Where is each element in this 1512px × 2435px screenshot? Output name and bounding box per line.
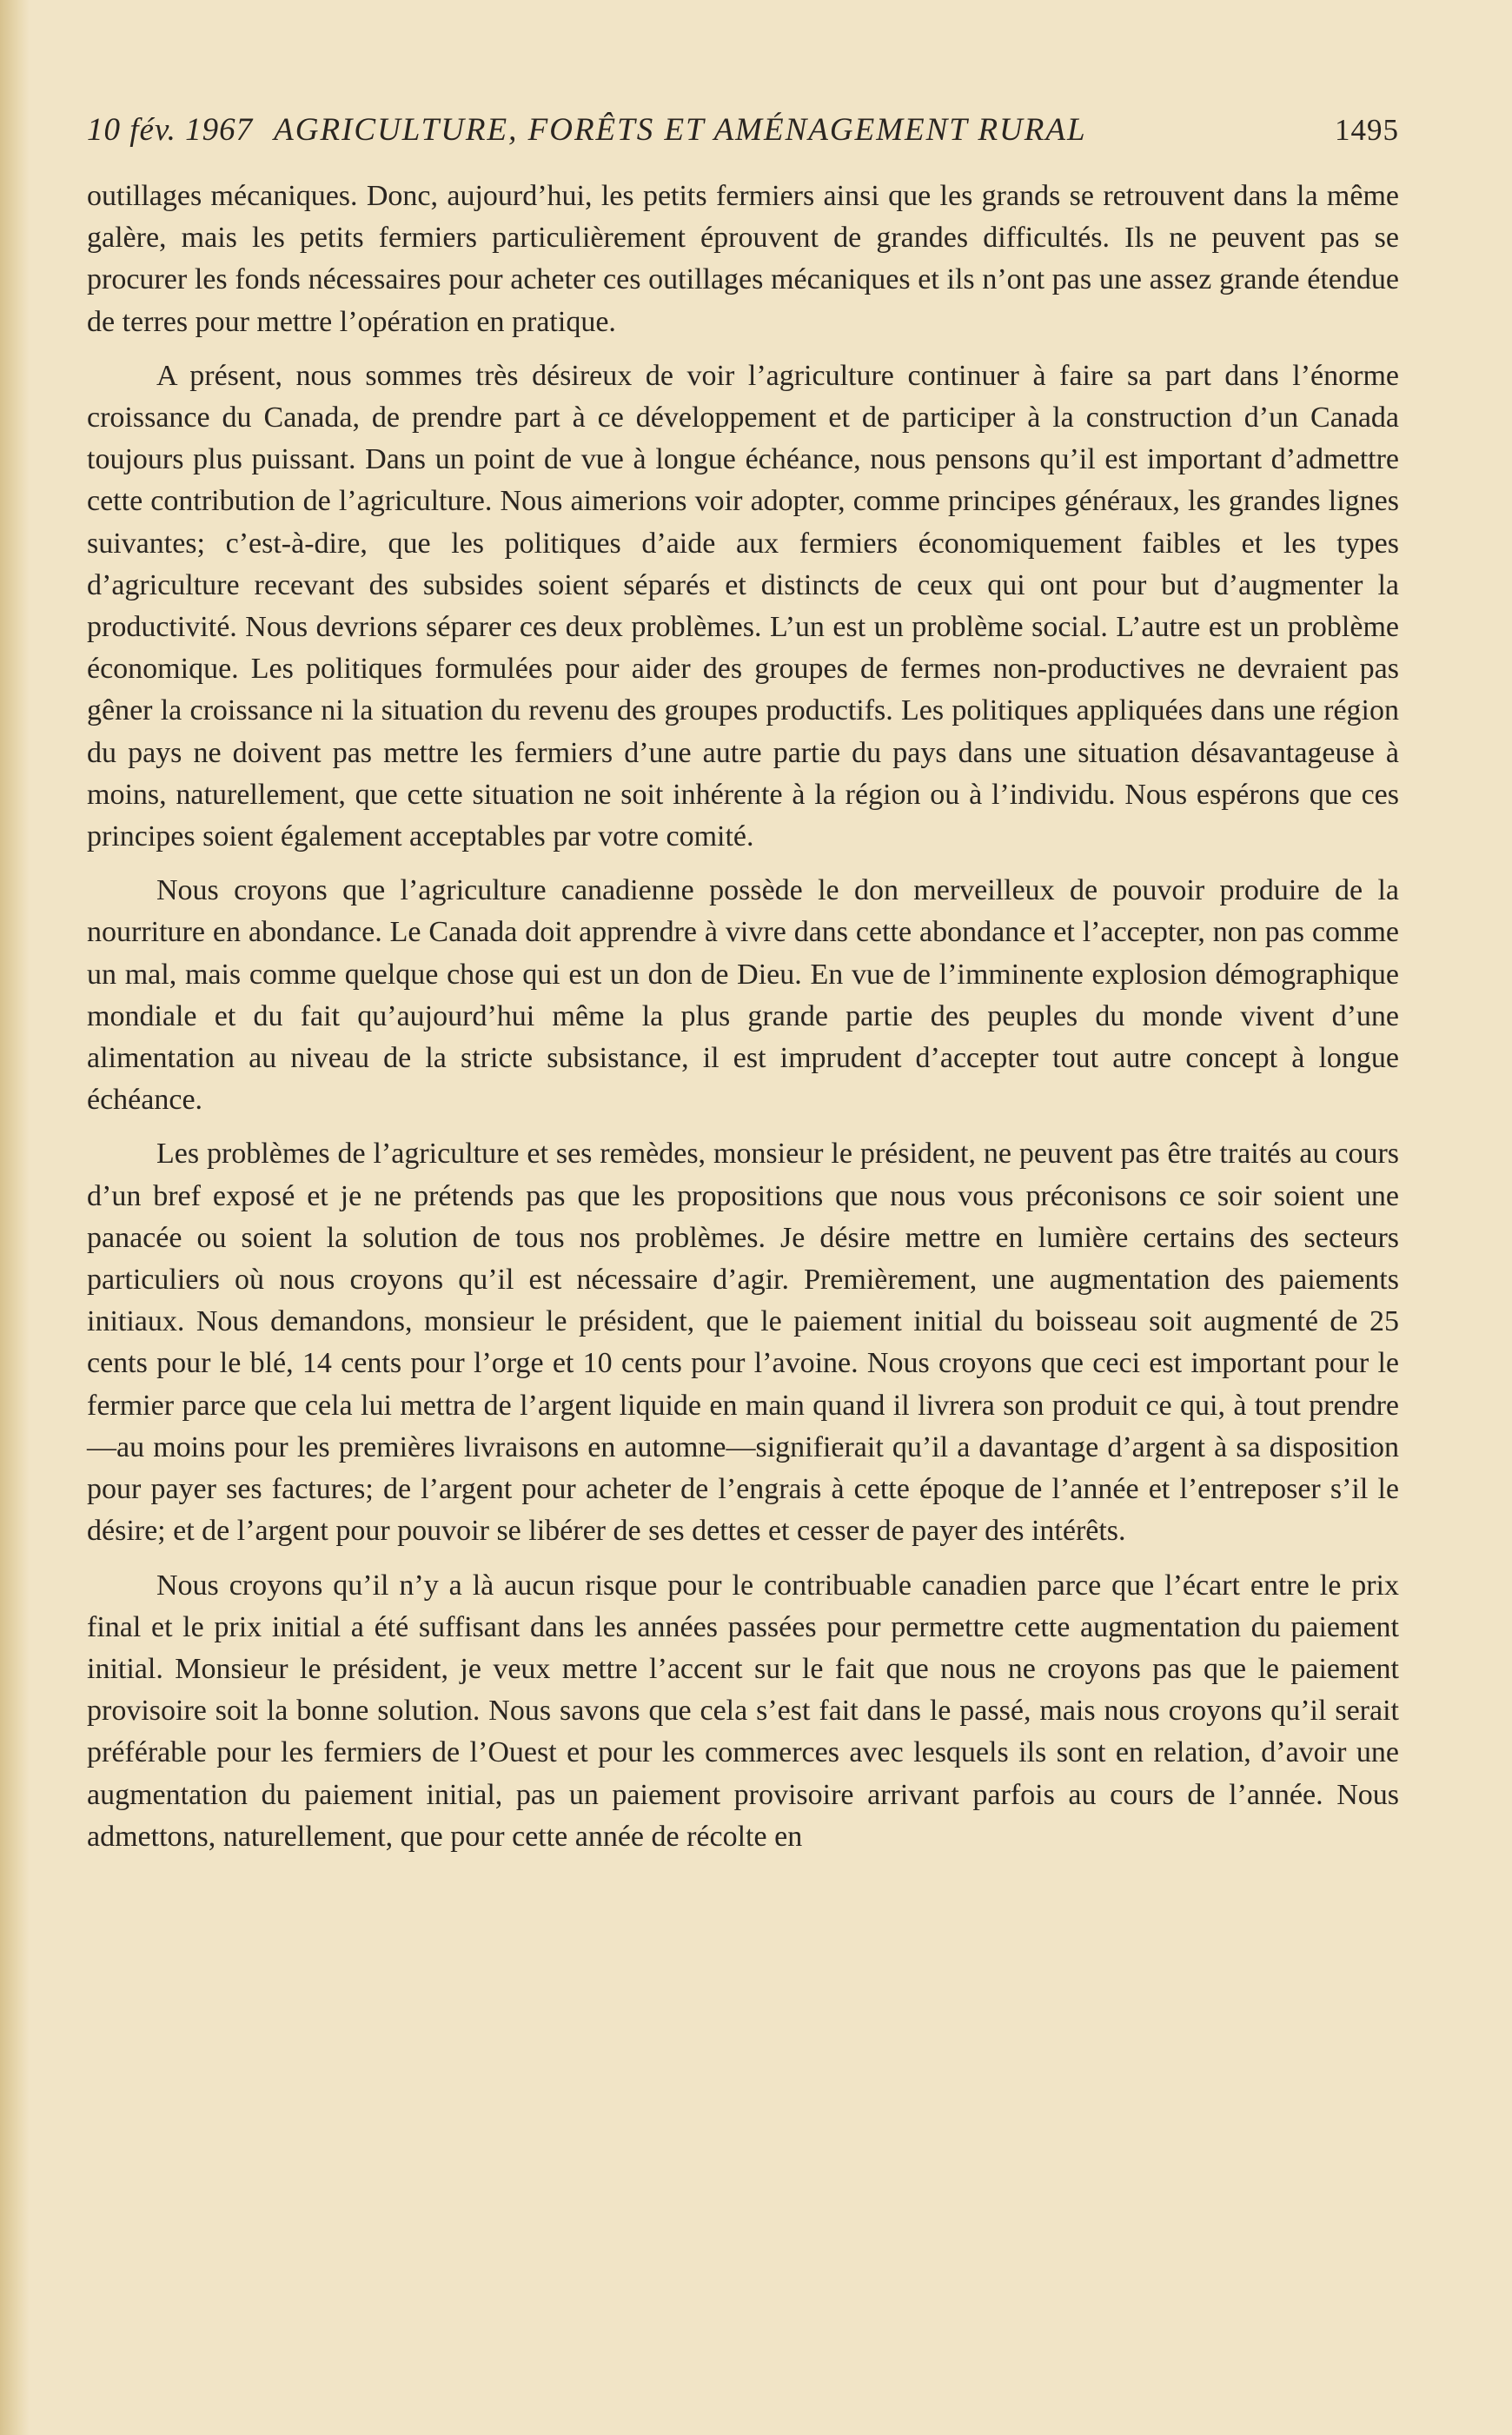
paragraph-4: Les problèmes de l’agriculture et ses remèdes, monsieur le président, ne peuvent pas être traités au cours d’un bref exposé et je ne prétends pas que les propositions que nous vous préconisons ce soir soient une panacée ou soient la solution de tous nos problèmes. Je désire mettre en lumière certains des secteurs particuliers où nous croyons qu’il est nécessaire d’agir. Premièrement, une augmentation des paiements initiaux. Nous demandons, monsieur le président, que le paiement initial du boisseau soit augmenté de 25 cents pour le blé, 14 cents pour l’orge et 10 cents pour l’avoine. Nous croyons que ceci est important pour le fermier parce que cela lui mettra de l’argent liquide en main quand il livrera son produit ce qui, à tout prendre—au moins pour les premières livraisons en automne—signifierait qu’il a davantage d’argent à sa disposition pour payer ses factures; de l’argent pour acheter de l’engrais à cette époque de l’année et l’entreposer s’il le désire; et de l’argent pour pouvoir se libérer de ses dettes et cesser de payer des intérêts. [87, 1138, 1399, 1548]
document-body [87, 176, 1399, 1858]
running-header [87, 104, 1399, 156]
paragraph-2: A présent, nous sommes très désireux de voir l’agriculture continuer à faire sa part dans l’énorme croissance du Canada, de prendre part à ce développement et de participer à la construction d’un Canada toujours plus puissant. Dans un point de vue à longue échéance, nous pensons qu’il est important d’admettre cette contribution de l’agriculture. Nous aimerions voir adopter, comme principes généraux, les grandes lignes suivantes; c’est-à-dire, que les politiques d’aide aux fermiers économiquement faibles et les types d’agriculture recevant des subsides soient séparés et distincts de ceux qui ont pour but d’augmenter la productivité. Nous devrions séparer ces deux problèmes. L’un est un problème social. L’autre est un problème économique. Les politiques formulées pour aider des groupes de fermes non-productives ne devraient pas gêner la croissance ni la situation du revenu des groupes productifs. Les politiques appliquées dans une région du pays ne doivent pas mettre les fermiers d’une autre partie du pays dans une situation désavantageuse à moins, naturellement, que cette situation ne soit inhérente à la région ou à l’individu. Nous espérons que ces principes soient également acceptables par votre comité. [87, 359, 1399, 853]
header-date: 10 fév. 1967 [87, 112, 254, 148]
paragraph-3: Nous croyons que l’agriculture canadienne possède le don merveilleux de pouvoir produire de la nourriture en abondance. Le Canada doit apprendre à vivre dans cette abondance et l’accepter, non pas comme un mal, mais comme quelque chose qui est un don de Dieu. En vue de l’imminente explosion démographique mondiale et du fait qu’aujourd’hui même la plus grande partie des peuples du monde vivent d’une alimentation au niveau de la stricte subsistance, il est imprudent d’accepter tout autre concept à longue échéance. [87, 874, 1399, 1117]
document-page [87, 104, 1399, 1870]
paragraph-1: outillages mécaniques. Donc, aujourd’hui, les petits fermiers ainsi que les grands se retrouvent dans la même galère, mais les petits fermiers particulièrement éprouvent de grandes difficultés. Ils ne peuvent pas se procurer les fonds nécessaires pour acheter ces outillages mécaniques et ils n’ont pas une assez grande étendue de terres pour mettre l’opération en pratique. [87, 180, 1399, 338]
page-number: 1495 [1335, 113, 1399, 147]
paragraph-5: Nous croyons qu’il n’y a là aucun risque pour le contribuable canadien parce que l’écart entre le prix final et le prix initial a été suffisant dans les années passées pour permettre cette augmentation du paiement initial. Monsieur le président, je veux mettre l’accent sur le fait que nous ne croyons pas que le paiement provisoire soit la bonne solution. Nous savons que cela s’est fait dans le passé, mais nous croyons qu’il serait préférable pour les fermiers de l’Ouest et pour les commerces avec lesquels ils sont en relation, d’avoir une augmentation du paiement initial, pas un paiement provisoire arrivant parfois au cours de l’année. Nous admettons, naturellement, que pour cette année de récolte en [87, 1569, 1399, 1853]
header-title: AGRICULTURE, FORÊTS ET AMÉNAGEMENT RURAL [274, 112, 1087, 148]
page-spine-shadow [0, 0, 30, 2435]
